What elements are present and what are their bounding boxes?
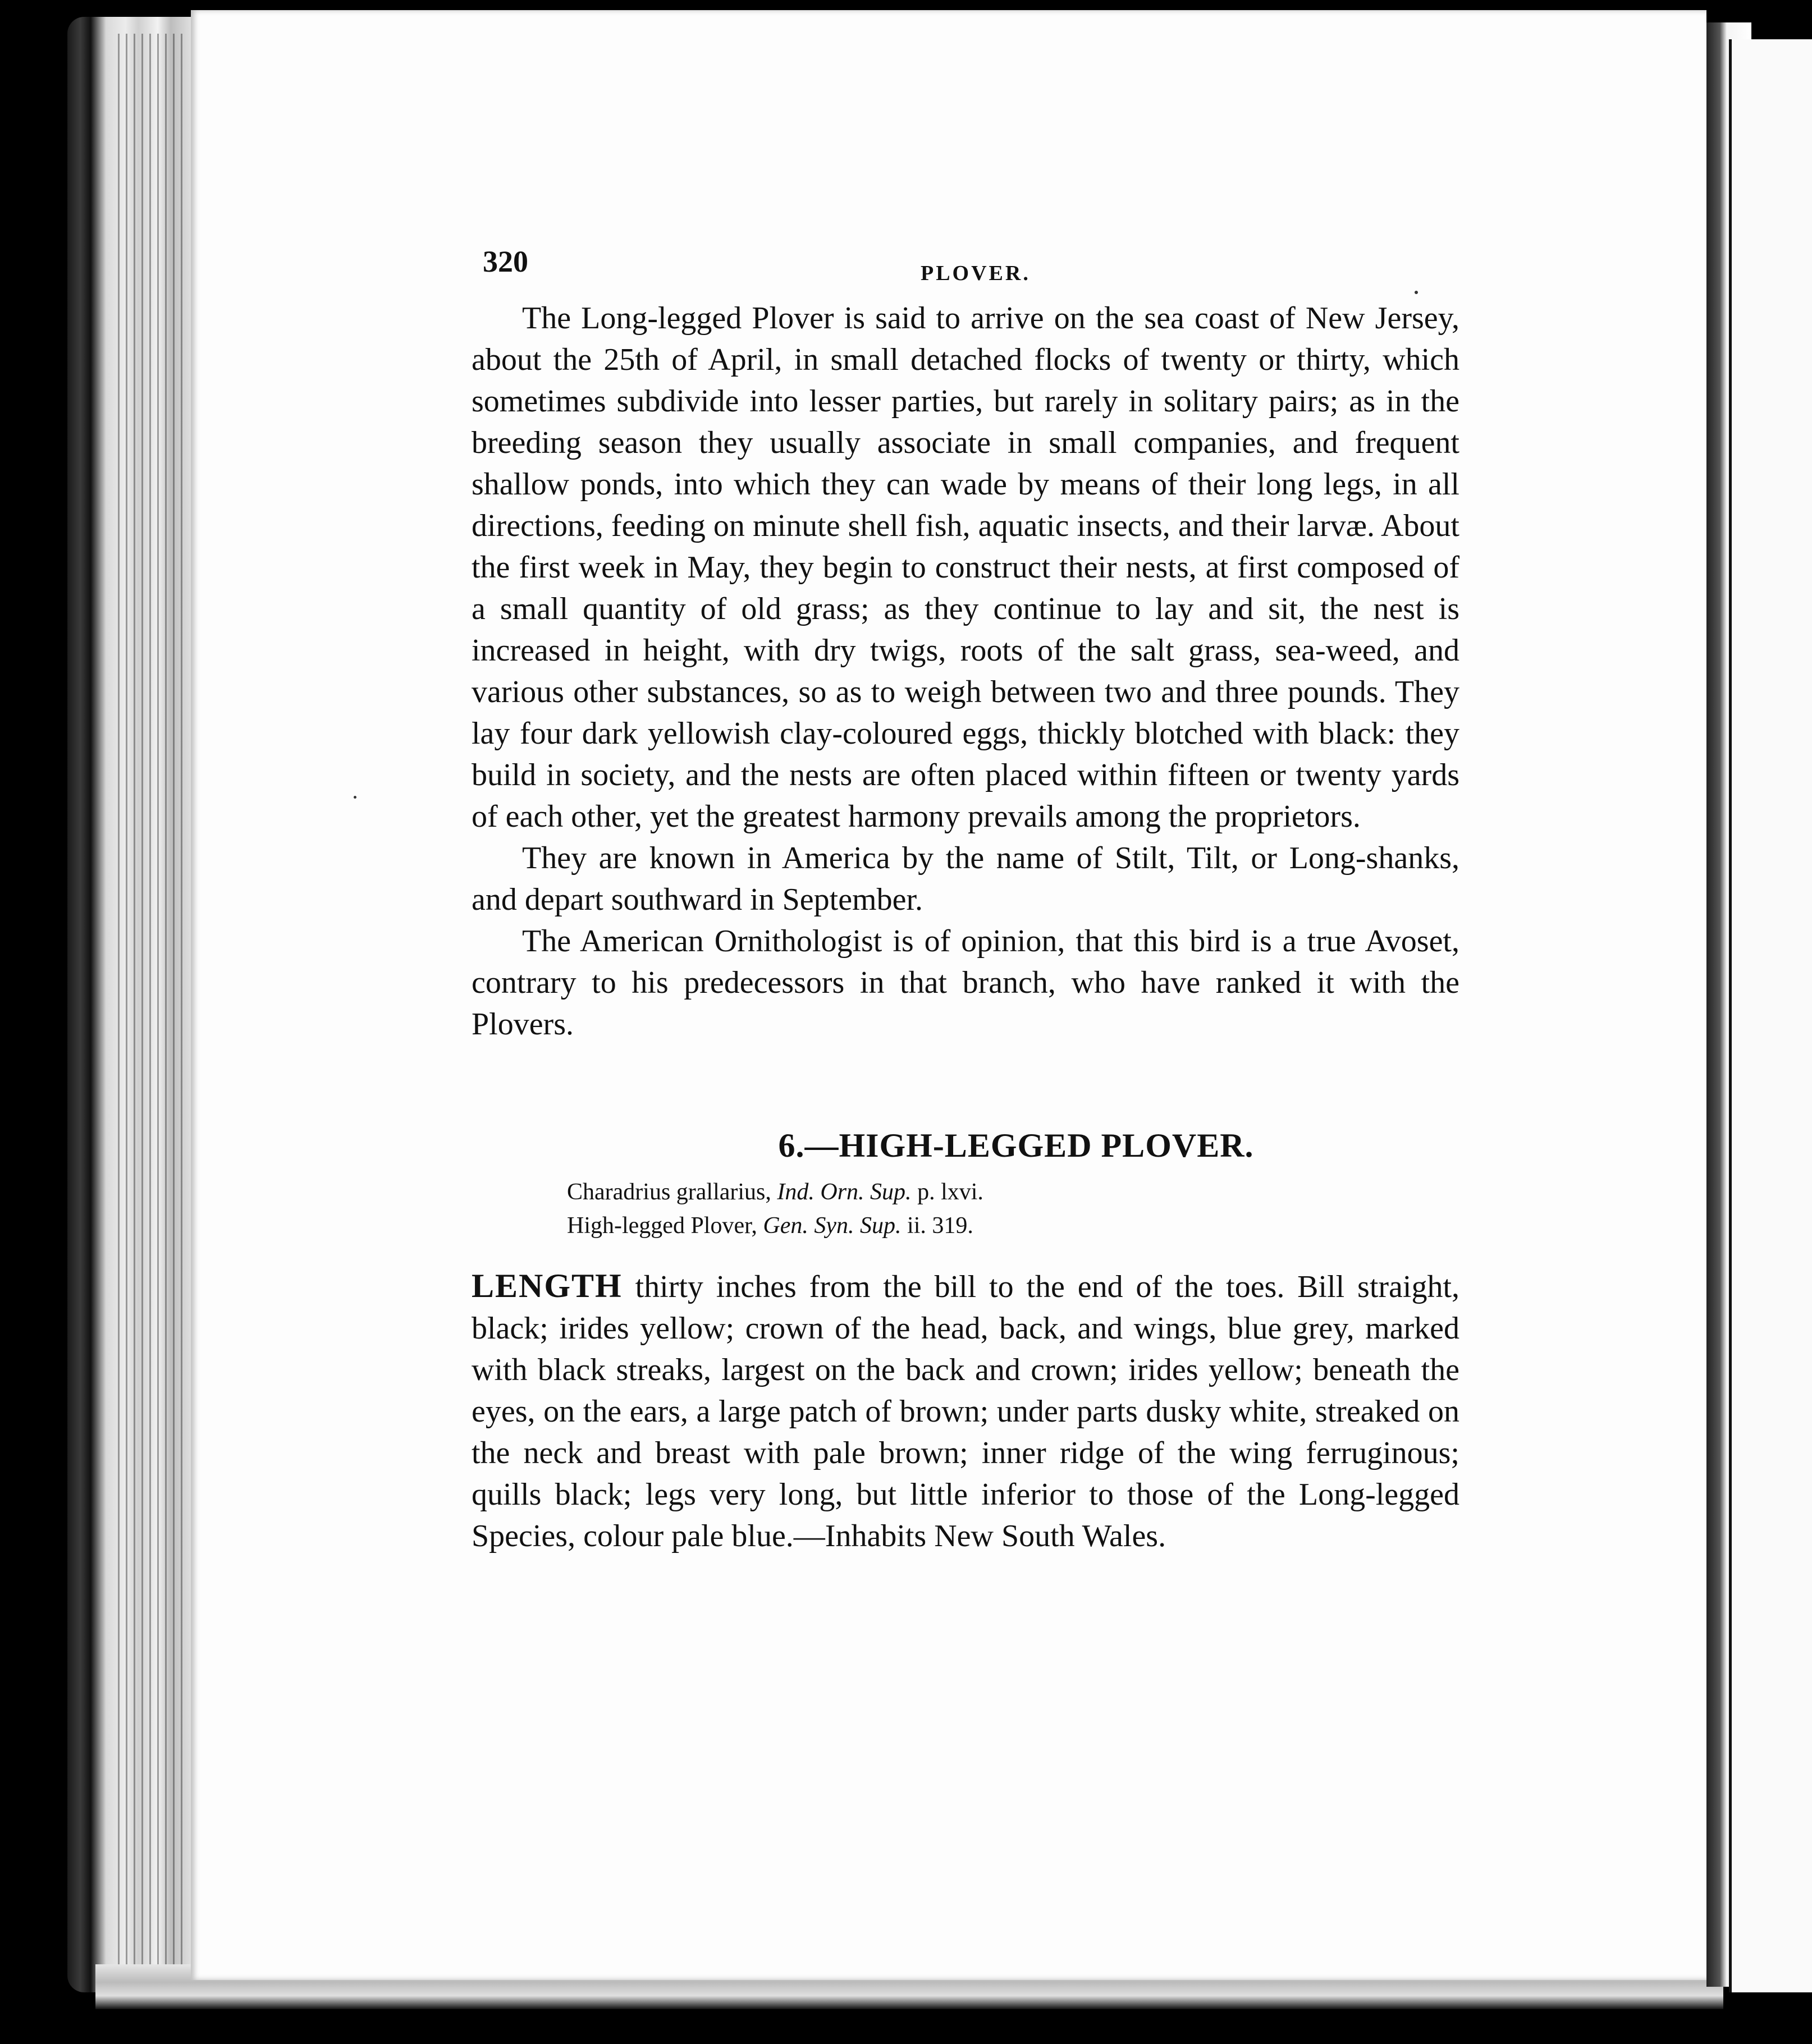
description-lead-word: LENGTH [472,1267,623,1304]
synonym-name: Charadrius grallarius, [567,1179,771,1205]
running-head: PLOVER. [921,262,1031,285]
species-description [472,1265,1459,1557]
synonym-ref: Ind. Orn. Sup. [777,1179,912,1205]
synonym-line [567,1175,1459,1209]
paragraph-1: The Long-legged Plover is said to arrive on the sea coast of New Jersey, about the 25th of April, in small detached flocks of twenty or thirty, which sometimes subdivide into lesser parties, but rarely in solitary pairs; as in the breeding season they usually associate in small companies, and frequent shallow ponds, into which they can wade by means of their long legs, in all directions, feeding on minute shell fish, aquatic insects, and their larvæ. About the first week in May, they begin to construct their nests, at first composed of a small quantity of old grass; as they continue to lay and sit, the nest is increased in height, with dry twigs, roots of the salt grass, sea-weed, and various other substances, so as to weigh between two and three pounds. They lay four dark yellowish clay-coloured eggs, thickly blotched with black: they build in society, and the nests are often placed within fifteen or twenty yards of each other, yet the greatest harmony prevails among the proprietors. [472,301,1459,834]
page-edge-lines [118,34,185,1970]
paragraph-3: The American Ornithologist is of opinion, that this bird is a true Avoset, contrary to his predecessors in that branch, who have ranked it with the Plovers. [472,924,1459,1042]
synonym-page: ii. 319. [907,1213,973,1239]
synonym-line [567,1209,1459,1243]
paragraph-2: They are known in America by the name of Stilt, Tilt, or Long-shanks, and depart southward in September. [472,841,1459,917]
paper-speck [354,796,356,799]
page-header [472,236,1459,297]
page-text [472,236,1459,1557]
synonym-list [472,1175,1459,1243]
section-title: 6.—HIGH-LEGGED PLOVER. [778,1127,1254,1164]
description-text: thirty inches from the bill to the end of the toes. Bill straight, black; irides yellow; crown of the head, back, and wings, blue grey, marked with black streaks, largest on the back and crown; irides yellow; beneath the eyes, on the ears, a large patch of brown; under parts dusky white, streaked on the neck and breast with pale brown; inner ridge of the wing ferruginous; quills black; legs very long, but little inferior to those of the Long-legged Species, colour pale blue.—Inhabits New South Wales. [472,1270,1460,1553]
synonym-page: p. lxvi. [917,1179,983,1205]
facing-page-edge [1729,39,1812,1992]
page-number: 320 [483,245,528,278]
synonym-name: High-legged Plover, [567,1213,757,1239]
synonym-ref: Gen. Syn. Sup. [763,1213,902,1239]
